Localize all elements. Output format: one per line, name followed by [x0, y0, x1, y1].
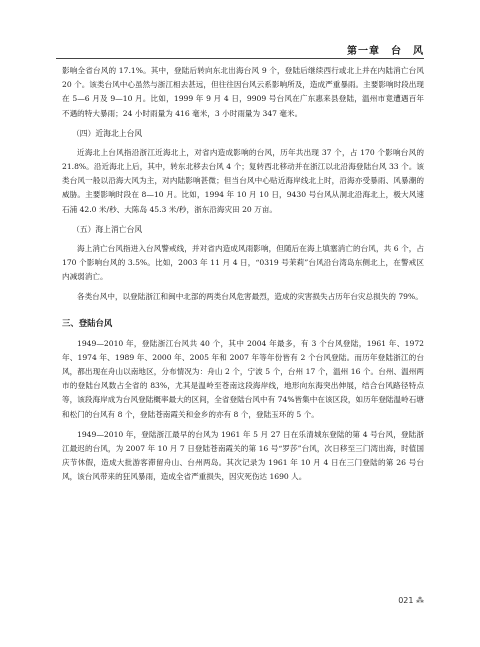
section-subheading: （五）海上消亡台风	[72, 224, 143, 234]
body-paragraph: 1949—2010 年，登陆浙江最早的台风为 1961 年 5 月 27 日在乐清城东登陆的第 4 号台风，登陆浙江最迟的台风，为 2007 年 10 月 7 日登陆苍南霞关的第 16 号“罗莎”台风，次日移至三门湾出海，时值国庆节休假，造成大批游客滞留舟山、台州两岛。其次记录为 1961 年 10 月 4 日在三门登陆的第 26 号台风，该台风带来的狂风暴雨，造成全省严重损失，因灾死伤达 1690 人。	[62, 429, 424, 482]
page-body	[62, 64, 424, 485]
header-rule	[56, 58, 424, 59]
body-paragraph: 近海北上台风指沿浙江近海北上，对省内造成影响的台风，历年共出现 37 个，占 170 个影响台风的 21.8%。沿近海北上后，其中，转东北移去台风 4 个；复转西北移动并在浙江以北沿海登陆台风 33 个。该类台风一般以沿海大风为主，对内陆影响甚微；但当台风中心贴近海岸线北上时，沿海亦受暴雨、风暴潮的威胁。主要影响时段在 8—10 月。比如，1994 年 10 月 10 日，9430 号台风从洞北沿海北上，极大风速石浦 42.0 米/秒、大陈岛 45.3 米/秒，浙东沿海灾田 20 万亩。	[62, 147, 424, 214]
chapter-header: 第一章 台 风	[347, 46, 424, 57]
section-heading: 三、登陆台风	[62, 317, 113, 328]
body-paragraph: 各类台风中，以登陆浙江和闽中北部的两类台风危害最烈，造成的灾害损失占历年台灾总损失的 79%。	[77, 292, 423, 302]
section-subheading: （四）近海北上台风	[72, 128, 143, 138]
body-paragraph: 1949—2010 年，登陆浙江台风共 40 个，其中 2004 年最多，有 3 个台风登陆，1961 年、1972 年、1974 年、1989 年、2000 年、2005 年和 2007 年等年份皆有 2 个台风登陆。而历年登陆浙江的台风，都出现在舟山以南地区，分布情况为：舟山 2 个，宁波 5 个，台州 17 个，温州 16 个。台州、温州两市的登陆台风数占全省的 83%，尤其是温岭至苍南这段海岸线，地形向东海突出伸展，结合台风路径特点等，该段海岸成为台风登陆概率最大的区间，全省登陆台风中有 74%皆集中在该区段，如历年登陆温岭石塘和松门的台风有 8 个，登陆苍南霞关和金乡的亦有 8 个，登陆玉环的 5 个。	[62, 338, 424, 419]
page-number: 021 ⁂	[398, 596, 424, 605]
body-paragraph: 影响全省台风的 17.1%。其中，登陆后转向东北出海台风 9 个，登陆后继续西行或北上并在内陆消亡台风 20 个。该类台风中心虽然与浙江相去甚远，但往往因台风云系影响所及，造成严重暴雨。主要影响时段出现在 5—6 月及 9—10 月。比如，1999 年 9 月 4 日，9909 号台风在广东惠来县登陆，温州市竟遭遇百年不遇的特大暴雨；24 小时雨量为 416 毫米，3 小时雨量为 347 毫米。	[62, 66, 424, 118]
body-paragraph: 海上消亡台风指进入台风警戒线，并对省内造成风雨影响，但随后在海上填塞消亡的台风，共 6 个，占 170 个影响台风的 3.5%。比如，2003 年 11 月 4 日，“0319 号茉莉”台风沿台湾岛东侧北上，在警戒区内减弱消亡。	[62, 243, 424, 282]
